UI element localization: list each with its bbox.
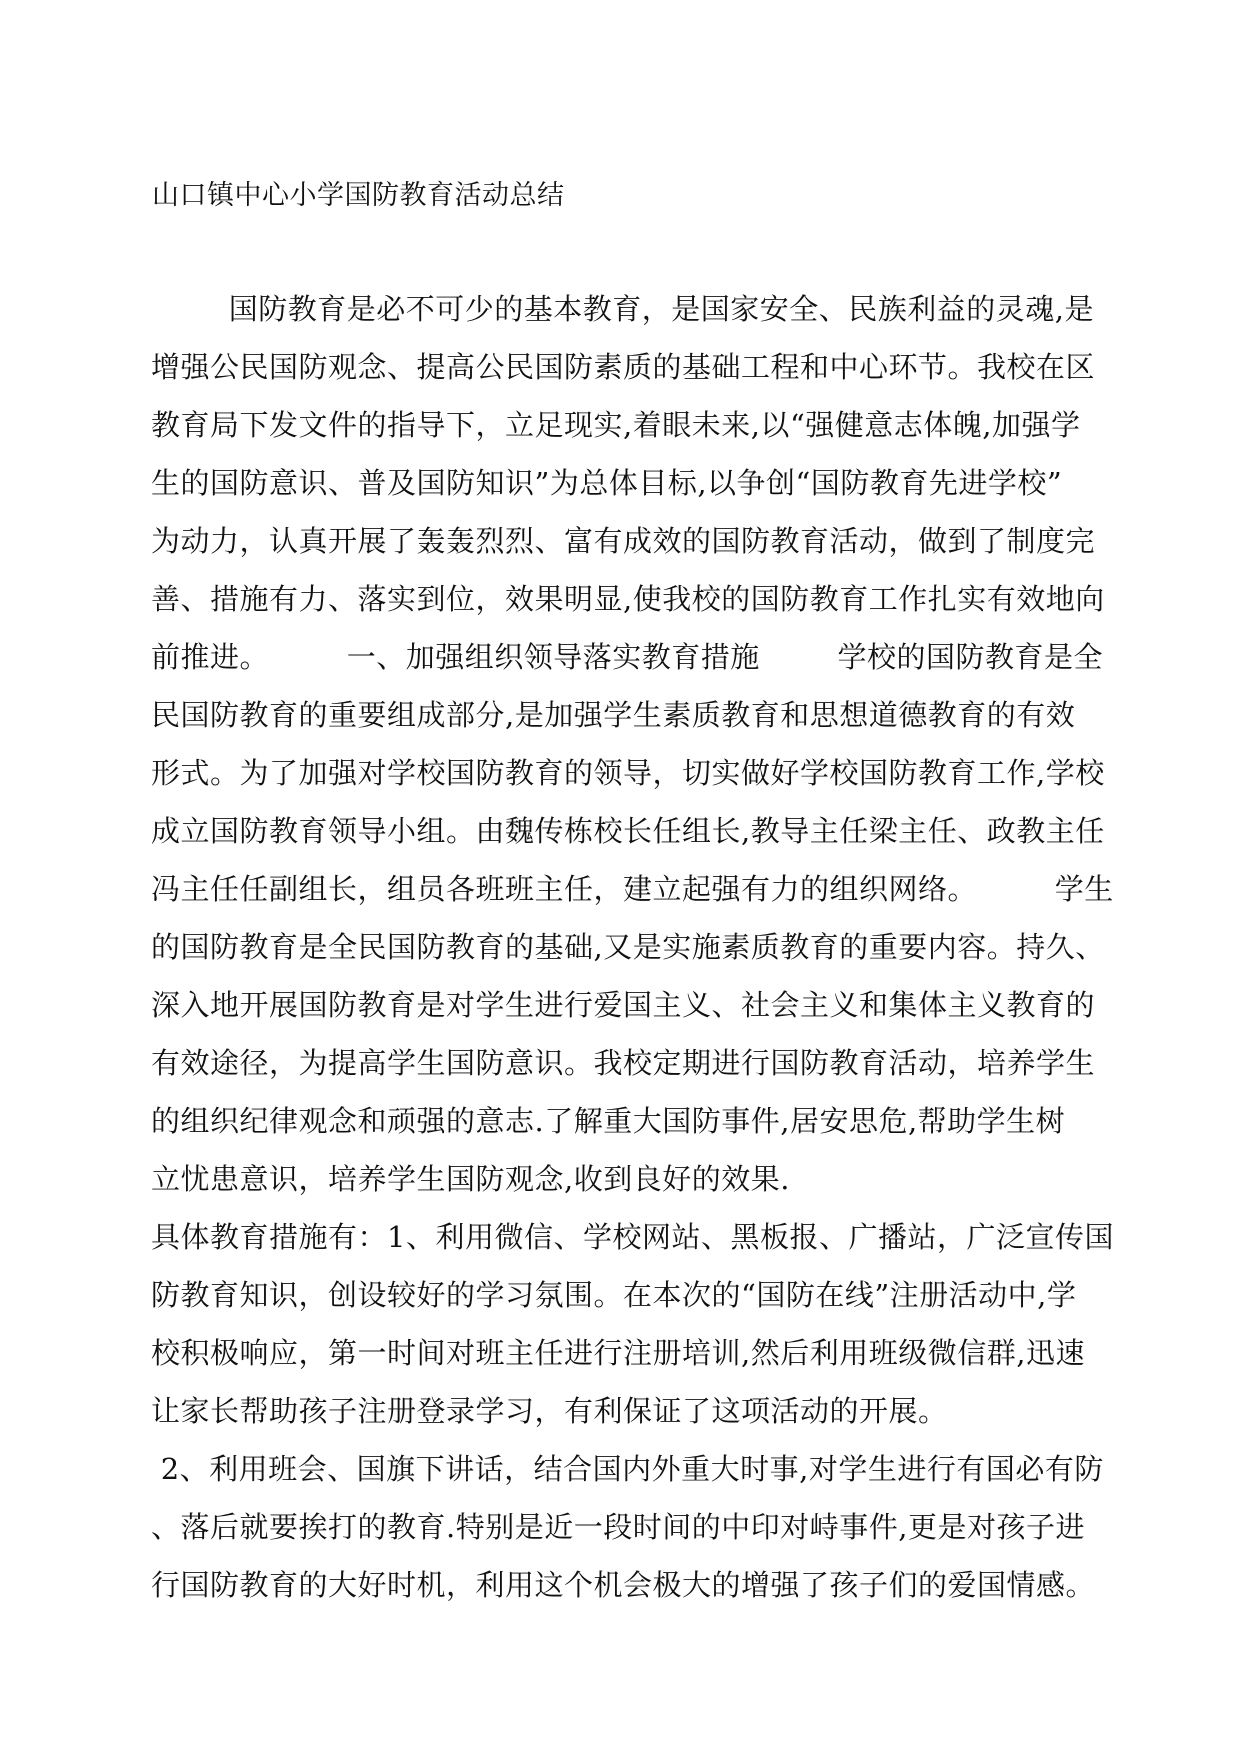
body-line: 形式。为了加强对学校国防教育的领导，切实做好学校国防教育工作,学校 — [151, 756, 1105, 790]
body-line: 民国防教育的重要组成部分,是加强学生素质教育和思想道德教育的有效 — [151, 698, 1076, 732]
body-line: 的国防教育是全民国防教育的基础,又是实施素质教育的重要内容。持久、 — [151, 930, 1105, 964]
body-line: 具体教育措施有：1、利用微信、学校网站、黑板报、广播站，广泛宣传国 — [151, 1220, 1114, 1254]
body-line: 前推进。 一、加强组织领导落实教育措施 学校的国防教育是全 — [151, 640, 1103, 674]
document-title: 山口镇中心小学国防教育活动总结 — [152, 180, 565, 211]
body-line: 、落后就要挨打的教育.特别是近一段时间的中印对峙事件,更是对孩子进 — [151, 1510, 1085, 1544]
body-line: 2、利用班会、国旗下讲话，结合国内外重大时事,对学生进行有国必有防 — [151, 1452, 1104, 1486]
body-line: 行国防教育的大好时机，利用这个机会极大的增强了孩子们的爱国情感。 — [151, 1568, 1096, 1602]
body-line: 立忧患意识，培养学生国防观念,收到良好的效果. — [151, 1162, 790, 1196]
body-line: 为动力，认真开展了轰轰烈烈、富有成效的国防教育活动，做到了制度完 — [151, 524, 1096, 558]
body-line: 善、措施有力、落实到位，效果明显,使我校的国防教育工作扎实有效地向 — [151, 582, 1105, 616]
body-line: 生的国防意识、普及国防知识”为总体目标,以争创“国防教育先进学校” — [151, 466, 1063, 500]
body-line: 成立国防教育领导小组。由魏传栋校长任组长,教导主任梁主任、政教主任 — [151, 814, 1105, 848]
document-body — [151, 290, 1114, 1624]
body-line: 防教育知识，创设较好的学习氛围。在本次的“国防在线”注册活动中,学 — [151, 1278, 1077, 1312]
body-line: 的组织纪律观念和顽强的意志.了解重大国防事件,居安思危,帮助学生树 — [151, 1104, 1066, 1138]
body-line: 教育局下发文件的指导下，立足现实,着眼未来,以“强健意志体魄,加强学 — [151, 408, 1081, 442]
body-line: 深入地开展国防教育是对学生进行爱国主义、社会主义和集体主义教育的 — [151, 988, 1096, 1022]
body-line: 让家长帮助孩子注册登录学习，有利保证了这项活动的开展。 — [151, 1394, 948, 1428]
body-line: 有效途径，为提高学生国防意识。我校定期进行国防教育活动，培养学生 — [151, 1046, 1096, 1080]
body-line: 冯主任任副组长，组员各班班主任，建立起强有力的组织网络。 学生 — [151, 872, 1114, 906]
body-line: 国防教育是必不可少的基本教育，是国家安全、民族利益的灵魂,是 — [151, 292, 1094, 326]
body-line: 校积极响应，第一时间对班主任进行注册培训,然后利用班级微信群,迅速 — [151, 1336, 1085, 1370]
body-line: 增强公民国防观念、提高公民国防素质的基础工程和中心环节。我校在区 — [151, 350, 1096, 384]
